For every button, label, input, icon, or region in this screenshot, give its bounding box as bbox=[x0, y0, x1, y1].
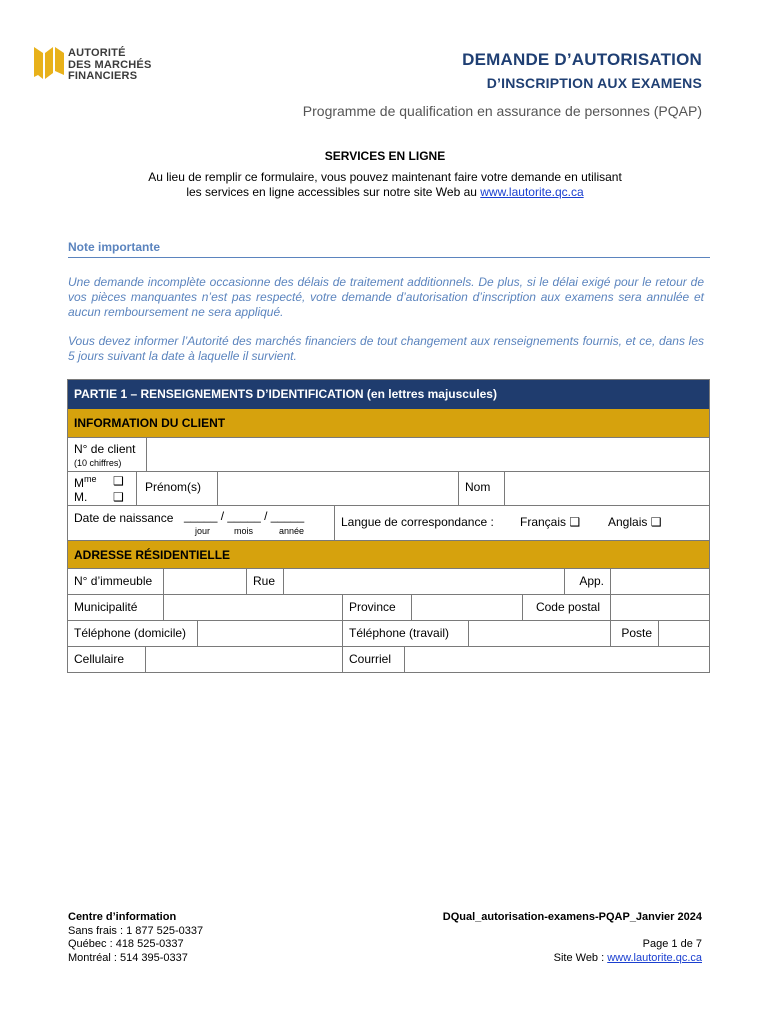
nom-label-cell bbox=[458, 472, 504, 505]
language-label: Langue de correspondance : bbox=[341, 515, 494, 529]
extension-label: Poste bbox=[621, 626, 652, 640]
footer-website bbox=[443, 952, 702, 966]
address-row-1 bbox=[68, 568, 709, 594]
website-link[interactable]: www.lautorite.qc.ca bbox=[480, 185, 584, 199]
street-label-cell bbox=[246, 569, 284, 594]
m-checkbox[interactable]: ❑ bbox=[113, 490, 124, 504]
work-phone-label-cell bbox=[342, 621, 468, 646]
work-phone-field[interactable] bbox=[468, 621, 610, 646]
services-line-2 bbox=[0, 185, 770, 199]
english-label: Anglais bbox=[608, 515, 648, 529]
page-number: Page 1 de 7 bbox=[642, 938, 702, 950]
home-phone-field[interactable] bbox=[197, 621, 342, 646]
province-label-cell bbox=[342, 595, 411, 620]
form-subtitle: Programme de qualification en assurance de personnes (PQAP) bbox=[302, 103, 702, 119]
mme-checkbox[interactable]: ❑ bbox=[113, 474, 124, 488]
footer-meta bbox=[443, 911, 702, 965]
website-prefix: Site Web : bbox=[553, 951, 608, 964]
prenom-field[interactable] bbox=[217, 472, 458, 505]
email-field[interactable] bbox=[404, 647, 709, 672]
language-cell bbox=[334, 506, 709, 540]
email-label: Courriel bbox=[349, 652, 392, 666]
client-number-hint: (10 chiffres) bbox=[74, 458, 122, 468]
part1-header: PARTIE 1 – RENSEIGNEMENTS D’IDENTIFICATION (en lettres majuscules) bbox=[68, 380, 709, 409]
french-option[interactable] bbox=[520, 515, 580, 529]
identification-form bbox=[67, 379, 710, 673]
extension-label-cell bbox=[610, 621, 658, 646]
dob-year-label: année bbox=[279, 526, 305, 536]
amf-logo-text bbox=[68, 48, 152, 83]
footer-contact bbox=[68, 911, 203, 965]
logo-line-2: DES MARCHÉS bbox=[68, 58, 152, 71]
dob-label: Date de naissance bbox=[74, 511, 174, 525]
form-title-line-1: DEMANDE D’AUTORISATION bbox=[462, 50, 702, 69]
info-center-title: Centre d’information bbox=[68, 911, 177, 923]
nom-label: Nom bbox=[465, 480, 491, 494]
services-line-2-text: les services en ligne accessibles sur notre site Web au bbox=[186, 185, 481, 199]
apt-label-cell bbox=[564, 569, 610, 594]
client-number-row bbox=[68, 437, 709, 471]
montreal-phone: Montréal : 514 395-0337 bbox=[68, 951, 188, 964]
quebec-phone: Québec : 418 525-0337 bbox=[68, 938, 184, 950]
extension-field[interactable] bbox=[658, 621, 709, 646]
postal-code-label-cell bbox=[522, 595, 610, 620]
form-title-line-2: D’INSCRIPTION AUX EXAMENS bbox=[486, 75, 702, 91]
dob-field[interactable]: _____ / _____ / _____ bbox=[184, 509, 305, 523]
name-row bbox=[68, 471, 709, 505]
work-phone-label: Téléphone (travail) bbox=[349, 626, 450, 640]
city-label: Municipalité bbox=[74, 600, 138, 614]
french-checkbox[interactable]: ❑ bbox=[569, 515, 581, 529]
note-divider bbox=[68, 257, 710, 258]
note-paragraph-1: Une demande incomplète occasionne des délais de traitement additionnels. De plus, si le délai exigé pour le retour de vos pièces manquantes n’est pas respecté, votre demande d’autorisation d’inscription aux examens sera annulée et aucun remboursement ne sera appliqué. bbox=[68, 275, 704, 319]
client-number-label: N° de client bbox=[74, 442, 136, 456]
postal-code-field[interactable] bbox=[610, 595, 709, 620]
prenom-label-cell bbox=[136, 472, 217, 505]
services-line-1: Au lieu de remplir ce formulaire, vous pouvez maintenant faire votre demande en utilisant bbox=[148, 170, 622, 184]
logo-line-3: FINANCIERS bbox=[68, 70, 138, 82]
note-title: Note importante bbox=[68, 240, 161, 254]
dob-row bbox=[68, 505, 709, 540]
services-heading: SERVICES EN LIGNE bbox=[324, 149, 446, 163]
address-row-4 bbox=[68, 646, 709, 672]
english-checkbox[interactable]: ❑ bbox=[650, 515, 662, 529]
nom-field[interactable] bbox=[504, 472, 709, 505]
address-row-2 bbox=[68, 594, 709, 620]
city-field[interactable] bbox=[163, 595, 342, 620]
french-label: Français bbox=[520, 515, 567, 529]
postal-code-label: Code postal bbox=[535, 600, 600, 614]
address-section-header: ADRESSE RÉSIDENTIELLE bbox=[68, 540, 709, 568]
province-label: Province bbox=[349, 600, 396, 614]
street-label: Rue bbox=[253, 574, 276, 588]
toll-free-phone: Sans frais : 1 877 525-0337 bbox=[68, 924, 204, 937]
document-code: DQual_autorisation-examens-PQAP_Janvier 2024 bbox=[442, 911, 702, 923]
cell-phone-label: Cellulaire bbox=[74, 652, 125, 666]
note-paragraph-2: Vous devez informer l’Autorité des marchés financiers de tout changement aux renseignements fournis, et ce, dans les 5 jours suivant la date à laquelle il survient. bbox=[68, 334, 704, 363]
mme-label: M bbox=[74, 476, 84, 490]
mme-option[interactable] bbox=[74, 474, 97, 490]
apt-label: App. bbox=[579, 574, 604, 588]
m-option[interactable]: M. bbox=[74, 490, 88, 504]
footer-website-link[interactable]: www.lautorite.qc.ca bbox=[607, 951, 702, 964]
email-label-cell bbox=[342, 647, 405, 672]
dob-day-label: jour bbox=[195, 526, 211, 536]
cell-phone-field[interactable] bbox=[145, 647, 342, 672]
apt-field[interactable] bbox=[610, 569, 709, 594]
mme-superscript: me bbox=[84, 474, 97, 484]
dob-month-label: mois bbox=[234, 526, 254, 536]
address-row-3 bbox=[68, 620, 709, 646]
client-number-field[interactable] bbox=[146, 438, 709, 471]
english-option[interactable] bbox=[608, 515, 661, 529]
province-field[interactable] bbox=[411, 595, 522, 620]
building-number-label: N° d’immeuble bbox=[74, 574, 153, 588]
building-number-field[interactable] bbox=[163, 569, 246, 594]
prenom-label: Prénom(s) bbox=[145, 480, 202, 494]
amf-logo-mark bbox=[34, 45, 64, 81]
home-phone-label: Téléphone (domicile) bbox=[74, 626, 187, 640]
logo-line-1: AUTORITÉ bbox=[68, 47, 126, 59]
client-section-header: INFORMATION DU CLIENT bbox=[68, 409, 709, 437]
street-field[interactable] bbox=[283, 569, 564, 594]
